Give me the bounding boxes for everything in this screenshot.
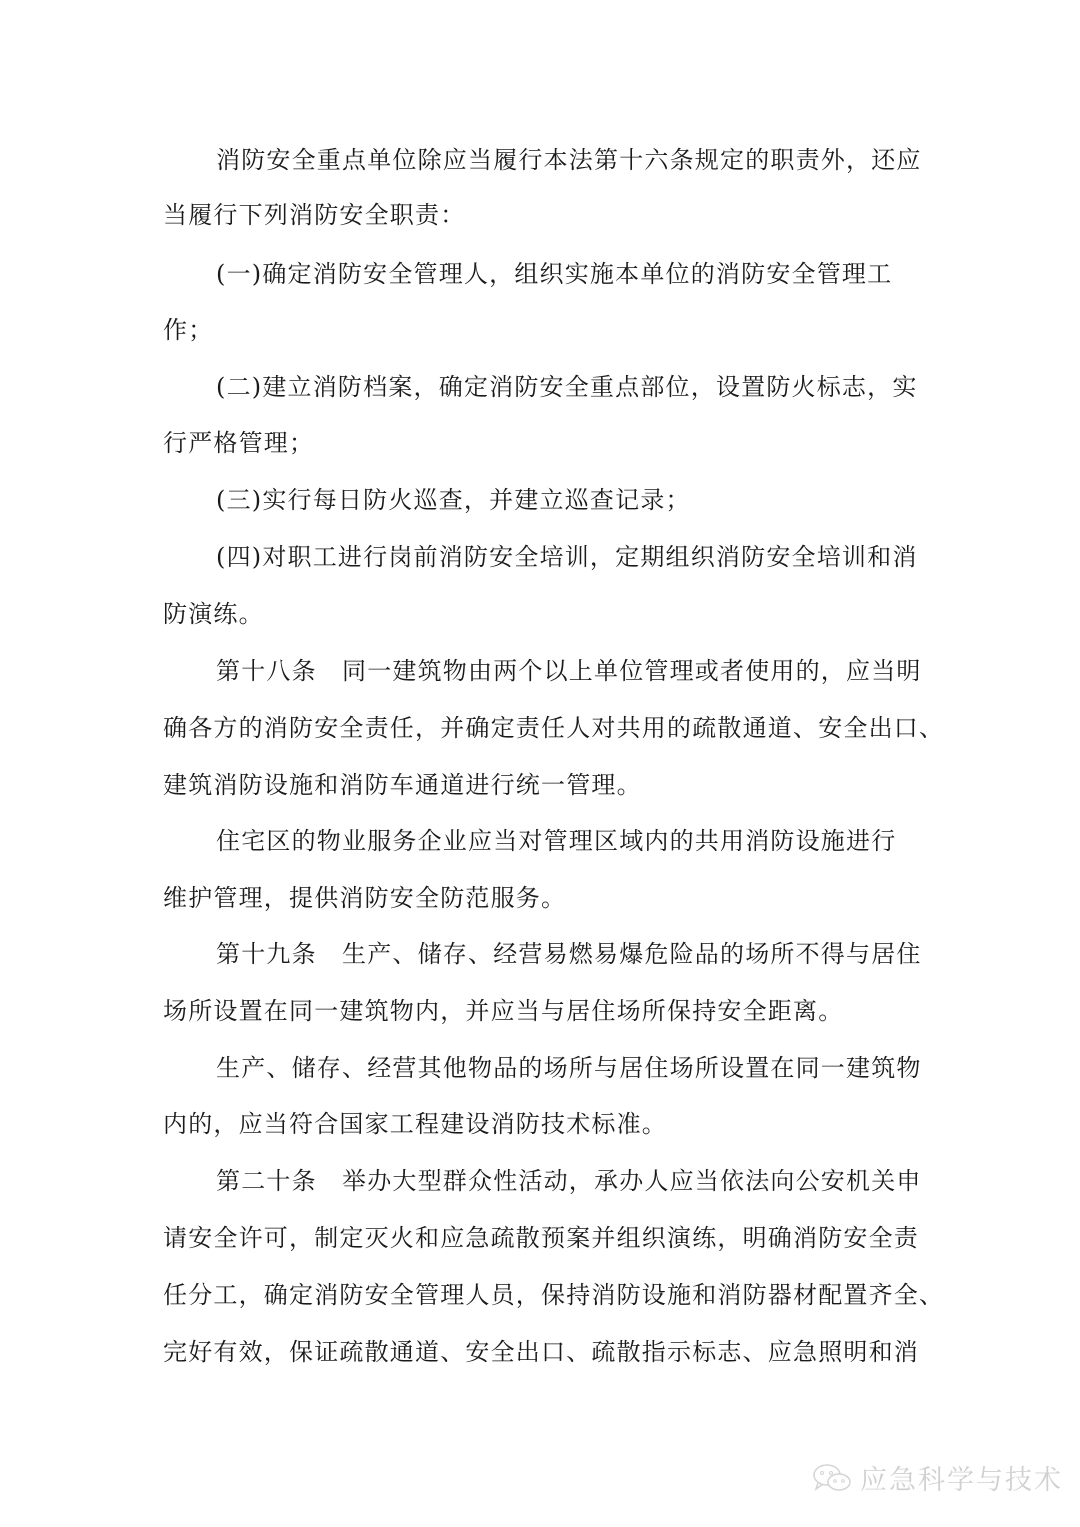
- text-line: 住宅区的物业服务企业应当对管理区域内的共用消防设施进行: [216, 827, 897, 855]
- text-line: 消防安全重点单位除应当履行本法第十六条规定的职责外，还应: [216, 146, 922, 174]
- text-line: (二)建立消防档案，确定消防安全重点部位，设置防火标志，实: [216, 373, 918, 401]
- text-line: 请安全许可，制定灭火和应急疏散预案并组织演练，明确消防安全责: [163, 1224, 919, 1252]
- article-19-heading-line: 第十九条 生产、储存、经营易燃易爆危险品的场所不得与居住: [216, 940, 922, 968]
- text-line: 防演练。: [163, 600, 264, 628]
- watermark: [812, 1458, 1063, 1497]
- text-line: 维护管理，提供消防安全防范服务。: [163, 884, 567, 912]
- wechat-icon: [812, 1463, 852, 1493]
- text-line: 当履行下列消防安全职责：: [163, 201, 466, 229]
- text-line: (一)确定消防安全管理人，组织实施本单位的消防安全管理工: [216, 260, 893, 288]
- watermark-text: 应急科学与技术: [860, 1465, 1063, 1496]
- text-line: 内的，应当符合国家工程建设消防技术标准。: [163, 1110, 667, 1138]
- text-line: 完好有效，保证疏散通道、安全出口、疏散指示标志、应急照明和消: [163, 1338, 919, 1366]
- text-line: 作；: [163, 316, 214, 344]
- text-line: 行严格管理；: [163, 429, 315, 457]
- text-line: 建筑消防设施和消防车通道进行统一管理。: [163, 771, 642, 799]
- text-line: 生产、储存、经营其他物品的场所与居住场所设置在同一建筑物: [216, 1054, 922, 1082]
- article-20-heading-line: 第二十条 举办大型群众性活动，承办人应当依法向公安机关申: [216, 1167, 922, 1195]
- text-line: (三)实行每日防火巡查，并建立巡查记录；: [216, 486, 691, 514]
- text-line: 场所设置在同一建筑物内，并应当与居住场所保持安全距离。: [163, 997, 844, 1025]
- article-18-heading-line: 第十八条 同一建筑物由两个以上单位管理或者使用的，应当明: [216, 657, 922, 685]
- text-line: 任分工，确定消防安全管理人员，保持消防设施和消防器材配置齐全、: [163, 1281, 945, 1309]
- text-line: (四)对职工进行岗前消防安全培训，定期组织消防安全培训和消: [216, 543, 918, 571]
- text-line: 确各方的消防安全责任，并确定责任人对共用的疏散通道、安全出口、: [163, 714, 945, 742]
